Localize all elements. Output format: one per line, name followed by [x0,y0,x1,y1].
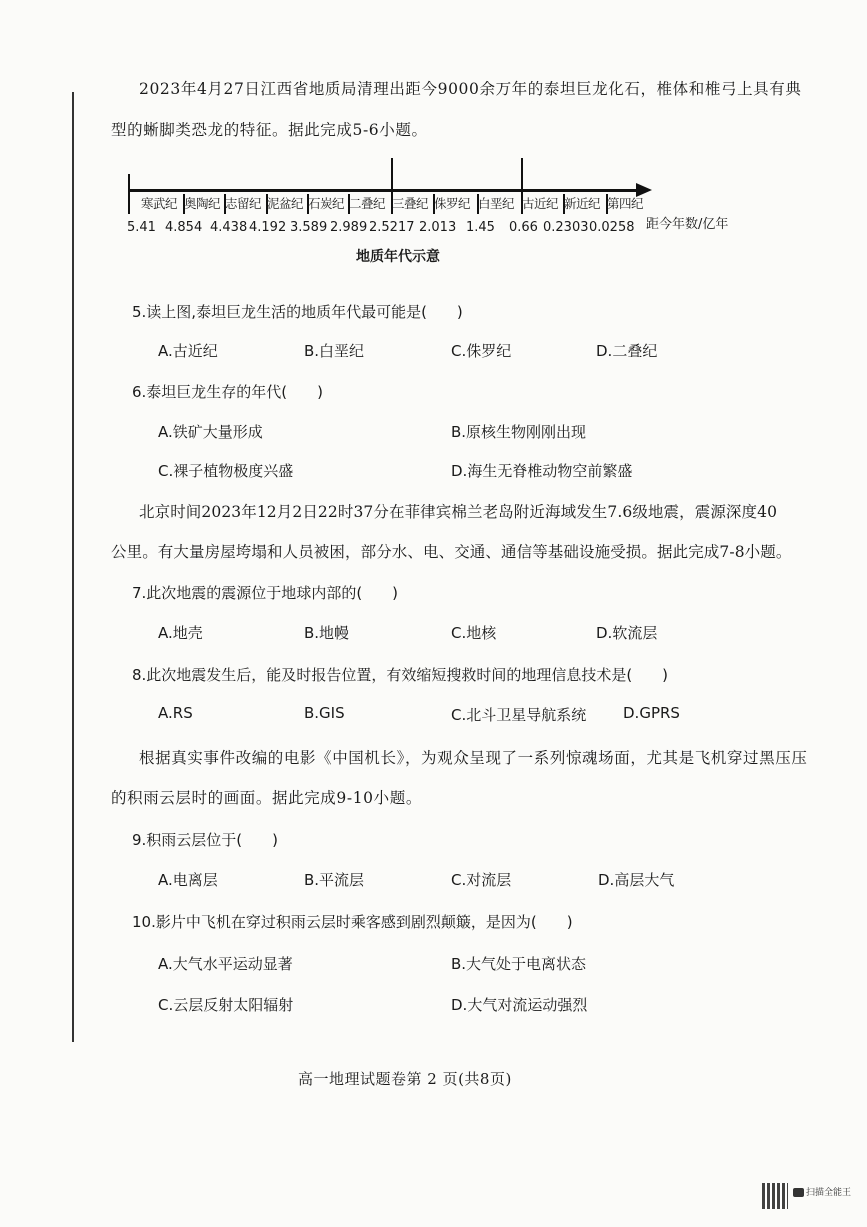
era-label: 三叠纪 [392,196,429,211]
question-5-option-d[interactable]: D.二叠纪 [596,342,658,360]
question-5-option-c[interactable]: C.侏罗纪 [451,342,512,360]
question-9-option-d[interactable]: D.高层大气 [598,871,675,889]
question-9-stem: 9.积雨云层位于( ) [132,831,279,849]
age-label: 1.45 [466,220,495,235]
question-7-option-b[interactable]: B.地幔 [304,624,350,642]
age-label: 2.989 [330,220,368,235]
question-9-option-b[interactable]: B.平流层 [304,871,365,889]
question-5-option-a[interactable]: A.古近纪 [158,342,218,360]
question-8-option-a[interactable]: A.RS [158,704,193,722]
era-label: 泥盆纪 [267,196,304,211]
era-label: 二叠纪 [349,196,386,211]
question-9-option-a[interactable]: A.电离层 [158,871,218,889]
timeline-boundary-paleozoic-start [128,174,130,214]
question-7-option-c[interactable]: C.地核 [451,624,497,642]
question-5-option-b[interactable]: B.白垩纪 [304,342,365,360]
era-label: 石炭纪 [308,196,345,211]
question-8-stem: 8.此次地震发生后，能及时报告位置，有效缩短搜救时间的地理信息技术是( ) [132,666,669,684]
age-label: 0.66 [509,220,538,235]
scanner-watermark-text: 扫描全能王 [806,1188,852,1198]
question-6-option-d[interactable]: D.海生无脊椎动物空前繁盛 [451,462,633,480]
intro-paragraph-1-line-2: 型的蜥脚类恐龙的特征。据此完成5-6小题。 [111,121,428,139]
page-footer: 高一地理试题卷第 2 页(共8页) [298,1070,512,1088]
question-7-option-d[interactable]: D.软流层 [596,624,658,642]
age-label: 4.438 [210,220,248,235]
era-label: 古近纪 [522,196,559,211]
question-8-option-b[interactable]: B.GIS [304,704,345,722]
age-label: 5.41 [127,220,156,235]
age-label: 3.589 [290,220,328,235]
question-10-option-b[interactable]: B.大气处于电离状态 [451,955,587,973]
binding-margin-line [72,92,74,1042]
question-10-stem: 10.影片中飞机在穿过积雨云层时乘客感到剧烈颠簸，是因为( ) [132,913,573,931]
era-label: 寒武纪 [141,196,178,211]
question-5-stem: 5.读上图,泰坦巨龙生活的地质年代最可能是( ) [132,303,463,321]
era-label: 第四纪 [607,196,644,211]
question-7-stem: 7.此次地震的震源位于地球内部的( ) [132,584,399,602]
question-6-option-b[interactable]: B.原核生物刚刚出现 [451,423,587,441]
era-label: 新近纪 [564,196,601,211]
intro-paragraph-2-line-1: 北京时间2023年12月2日22时37分在菲律宾棉兰老岛附近海域发生7.6级地震，震源深度40 [139,503,778,521]
era-label: 志留纪 [225,196,262,211]
era-label: 侏罗纪 [434,196,471,211]
timeline-caption: 地质年代示意 [356,249,440,265]
age-label: 4.192 [249,220,287,235]
timeline-axis [128,189,640,192]
intro-paragraph-1-line-1: 2023年4月27日江西省地质局清理出距今9000余万年的泰坦巨龙化石，椎体和椎弓上具有典 [139,80,802,98]
question-10-option-a[interactable]: A.大气水平运动显著 [158,955,293,973]
era-label: 白垩纪 [478,196,515,211]
intro-paragraph-3-line-2: 的积雨云层时的画面。据此完成9-10小题。 [111,789,422,807]
age-label: 2.5217 [369,220,415,235]
intro-paragraph-3-line-1: 根据真实事件改编的电影《中国机长》，为观众呈现了一系列惊魂场面，尤其是飞机穿过黑压压 [139,749,808,767]
age-label: 0.2303 [543,220,589,235]
era-label: 奥陶纪 [184,196,221,211]
question-10-option-c[interactable]: C.云层反射太阳辐射 [158,996,294,1014]
age-label: 2.013 [419,220,457,235]
question-8-option-d[interactable]: D.GPRS [623,704,680,722]
question-10-option-d[interactable]: D.大气对流运动强烈 [451,996,588,1014]
timeline-unit-label: 距今年数/亿年 [646,217,729,232]
question-8-option-c[interactable]: C.北斗卫星导航系统 [451,706,587,724]
age-label: 0.0258 [589,220,635,235]
qr-code-icon [762,1183,788,1209]
age-label: 4.854 [165,220,203,235]
question-6-option-a[interactable]: A.铁矿大量形成 [158,423,263,441]
scanner-logo-icon [793,1188,804,1197]
question-6-stem: 6.泰坦巨龙生存的年代( ) [132,383,324,401]
question-9-option-c[interactable]: C.对流层 [451,871,512,889]
question-6-option-c[interactable]: C.裸子植物极度兴盛 [158,462,294,480]
intro-paragraph-2-line-2: 公里。有大量房屋垮塌和人员被困，部分水、电、交通、通信等基础设施受损。据此完成7-8小题。 [111,543,792,561]
question-7-option-a[interactable]: A.地壳 [158,624,203,642]
scanner-watermark [793,1185,851,1198]
